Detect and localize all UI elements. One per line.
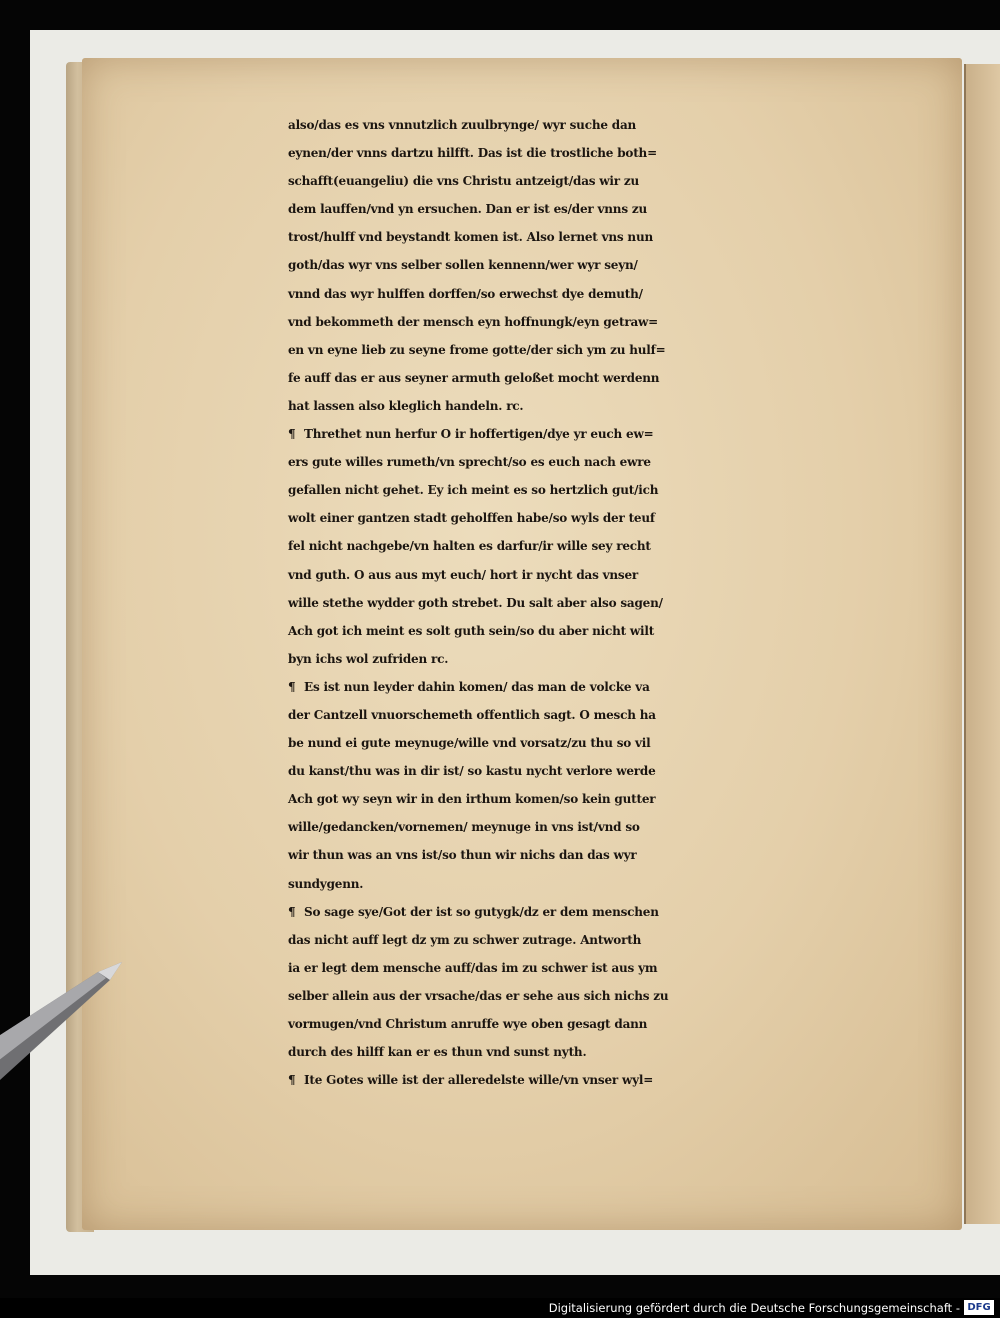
text-line-content: fel nicht nachgebe/vn halten es darfur/ir wille sey recht xyxy=(288,539,651,554)
text-line xyxy=(288,813,878,841)
text-line-content: hat lassen also kleglich handeln. rc. xyxy=(288,398,524,413)
text-line xyxy=(288,195,878,223)
text-line xyxy=(288,617,878,645)
text-line xyxy=(288,1038,878,1066)
text-line xyxy=(288,139,878,167)
text-line-content: selber allein aus der vrsache/das er sehe aus sich nichs zu xyxy=(288,988,669,1003)
pilcrow-mark: ¶ xyxy=(288,679,296,694)
text-line xyxy=(288,589,878,617)
text-line-content: fe auff das er aus seyner armuth geloßet mocht werdenn xyxy=(288,370,660,385)
text-line xyxy=(288,645,878,673)
text-line-content: Ach got ich meint es solt guth sein/so du aber nicht wilt xyxy=(288,623,655,638)
text-line xyxy=(288,870,878,898)
pointer-tool-icon xyxy=(0,958,140,1088)
text-line xyxy=(288,280,878,308)
text-line-content: wille/gedancken/vornemen/ meynuge in vns ist/vnd so xyxy=(288,820,640,835)
text-line-content: Ach got wy seyn wir in den irthum komen/so kein gutter xyxy=(288,792,656,807)
text-line xyxy=(288,532,878,560)
text-line xyxy=(288,926,878,954)
text-line xyxy=(288,954,878,982)
text-line-content: wille stethe wydder goth strebet. Du salt aber also sagen/ xyxy=(288,595,663,610)
text-line xyxy=(288,448,878,476)
text-line xyxy=(288,701,878,729)
pilcrow-mark: ¶ xyxy=(288,904,296,919)
text-line xyxy=(288,476,878,504)
text-line xyxy=(288,392,878,420)
pilcrow-mark: ¶ xyxy=(288,427,296,442)
text-line-content: goth/das wyr vns selber sollen kennenn/wer wyr seyn/ xyxy=(288,258,638,273)
text-line xyxy=(288,898,878,926)
text-line-content: Ite Gotes wille ist der alleredelste wille/vn vnser wyl= xyxy=(304,1073,654,1088)
text-line xyxy=(288,308,878,336)
text-line xyxy=(288,785,878,813)
funding-credit: Digitalisierung gefördert durch die Deutsche Forschungsgemeinschaft - xyxy=(548,1301,960,1315)
text-line-content: vnd guth. O aus aus myt euch/ hort ir nycht das vnser xyxy=(288,567,639,582)
text-line-content: So sage sye/Got der ist so gutygk/dz er dem menschen xyxy=(304,904,659,919)
text-line xyxy=(288,757,878,785)
text-line-content: trost/hulff vnd beystandt komen ist. Also lernet vns nun xyxy=(288,230,654,245)
text-line xyxy=(288,561,878,589)
text-line xyxy=(288,841,878,869)
text-line-content: das nicht auff legt dz ym zu schwer zutrage. Antworth xyxy=(288,932,642,947)
pilcrow-mark: ¶ xyxy=(288,1073,296,1088)
text-line xyxy=(288,111,878,139)
text-line xyxy=(288,420,878,448)
text-line xyxy=(288,336,878,364)
text-line-content: wolt einer gantzen stadt geholffen habe/so wyls der teuf xyxy=(288,511,655,526)
text-line xyxy=(288,1010,878,1038)
text-line-content: Threthet nun herfur O ir hoffertigen/dye yr euch ew= xyxy=(304,427,654,442)
text-line-content: der Cantzell vnuorschemeth offentlich sagt. O mesch ha xyxy=(288,707,656,722)
text-line-content: vormugen/vnd Christum anruffe wye oben gesagt dann xyxy=(288,1017,648,1031)
text-line xyxy=(288,167,878,195)
text-line-content: ia er legt dem mensche auff/das im zu schwer ist aus ym xyxy=(288,960,658,975)
facing-page-edge xyxy=(964,64,1000,1224)
text-block xyxy=(288,111,878,1094)
text-line-content: dem lauffen/vnd yn ersuchen. Dan er ist es/der vnns zu xyxy=(288,202,647,217)
text-line xyxy=(288,729,878,757)
text-line-content: eynen/der vnns dartzu hilfft. Das ist die trostliche both= xyxy=(288,146,657,161)
text-line xyxy=(288,223,878,251)
text-line xyxy=(288,1066,878,1094)
text-line xyxy=(288,982,878,1010)
text-line-content: ers gute willes rumeth/vn sprecht/so es euch nach ewre xyxy=(288,455,651,470)
text-line xyxy=(288,673,878,701)
text-line xyxy=(288,251,878,279)
text-line-content: du kanst/thu was in dir ist/ so kastu nycht verlore werde xyxy=(288,764,656,779)
text-line-content: gefallen nicht gehet. Ey ich meint es so hertzlich gut/ich xyxy=(288,483,659,498)
text-line-content: Es ist nun leyder dahin komen/ das man de volcke va xyxy=(304,679,650,694)
text-line-content: schafft(euangeliu) die vns Christu antzeigt/das wir zu xyxy=(288,174,640,189)
footer-bar xyxy=(0,1298,1000,1318)
text-line-content: en vn eyne lieb zu seyne frome gotte/der sich ym zu hulf= xyxy=(288,342,666,357)
text-line-content: wir thun was an vns ist/so thun wir nichs dan das wyr xyxy=(288,848,637,863)
text-line-content: vnd bekommeth der mensch eyn hoffnungk/eyn getraw= xyxy=(288,314,659,329)
text-line-content: sundygenn. xyxy=(288,876,364,891)
text-line-content: be nund ei gute meynuge/wille vnd vorsatz/zu thu so vil xyxy=(288,736,651,751)
text-line xyxy=(288,504,878,532)
text-line-content: durch des hilff kan er es thun vnd sunst nyth. xyxy=(288,1045,587,1060)
text-line-content: vnnd das wyr hulffen dorffen/so erwechst dye demuth/ xyxy=(288,286,643,301)
text-line-content: also/das es vns vnnutzlich zuulbrynge/ wyr suche dan xyxy=(288,118,637,132)
dfg-logo: DFG xyxy=(964,1300,994,1315)
text-line-content: byn ichs wol zufriden rc. xyxy=(288,651,449,666)
text-line xyxy=(288,364,878,392)
